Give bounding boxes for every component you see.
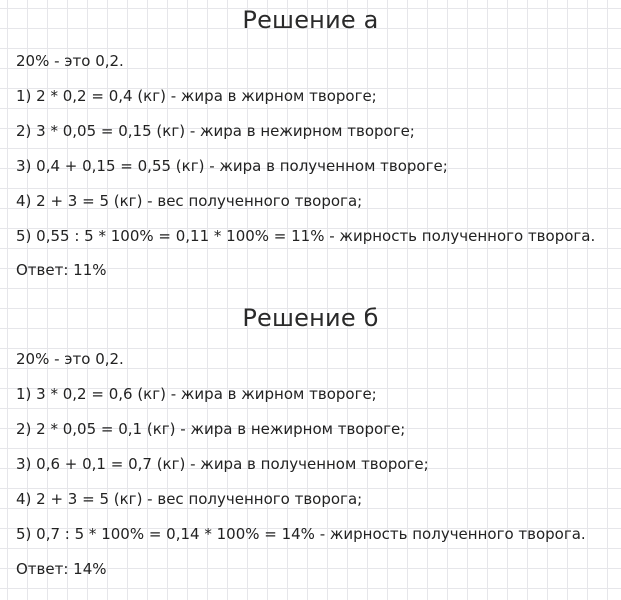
solution-b-step-2: 2) 2 * 0,05 = 0,1 (кг) - жира в нежирном твороге; [16,420,406,438]
solution-b-answer: Ответ: 14% [16,560,107,578]
solution-a-step-4: 4) 2 + 3 = 5 (кг) - вес полученного творога; [16,192,363,210]
solution-a-given: 20% - это 0,2. [16,52,124,70]
solution-a-step-2: 2) 3 * 0,05 = 0,15 (кг) - жира в нежирном твороге; [16,122,415,140]
solution-b-step-5: 5) 0,7 : 5 * 100% = 0,14 * 100% = 14% - жирность полученного творога. [16,525,586,543]
solution-a-answer: Ответ: 11% [16,261,107,279]
solution-b-step-1: 1) 3 * 0,2 = 0,6 (кг) - жира в жирном твороге; [16,385,377,403]
solution-b-step-4: 4) 2 + 3 = 5 (кг) - вес полученного творога; [16,490,363,508]
solution-a-step-3: 3) 0,4 + 0,15 = 0,55 (кг) - жира в полученном твороге; [16,157,448,175]
solution-a-step-5: 5) 0,55 : 5 * 100% = 0,11 * 100% = 11% - жирность полученного творога. [16,227,596,245]
solution-b-title: Решение б [242,304,379,332]
solution-a-step-1: 1) 2 * 0,2 = 0,4 (кг) - жира в жирном твороге; [16,87,377,105]
solution-a-title: Решение а [242,6,379,34]
solution-b-step-3: 3) 0,6 + 0,1 = 0,7 (кг) - жира в полученном твороге; [16,455,429,473]
solution-b-given: 20% - это 0,2. [16,350,124,368]
